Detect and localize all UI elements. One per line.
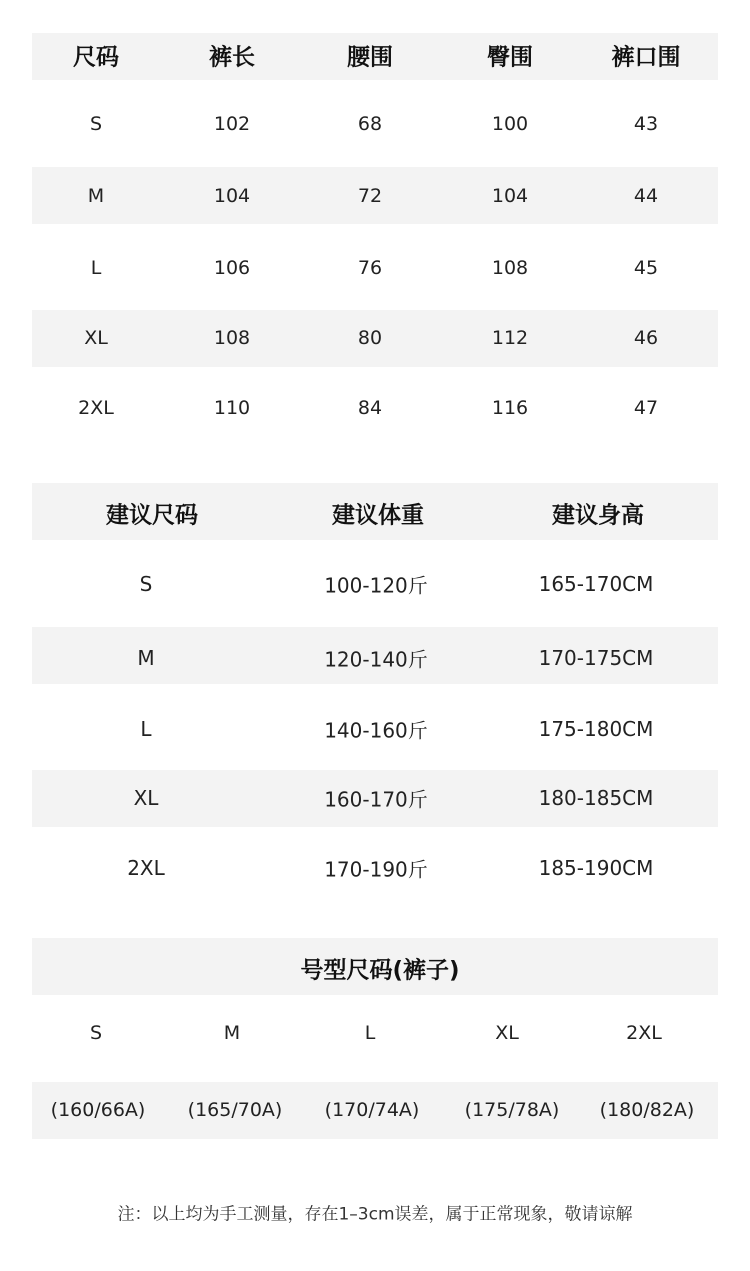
type-table-code: (165/70A) (187, 1099, 283, 1121)
type-table-code: (180/82A) (599, 1099, 695, 1121)
recommend-table-cell: 2XL (127, 856, 165, 880)
recommend-table-header: 建议尺码 (106, 502, 198, 529)
size-table-cell: 106 (213, 257, 251, 279)
recommend-table-cell: S (139, 572, 153, 596)
size-table-cell: 46 (633, 327, 659, 349)
recommend-table-cell: 170-190斤 (324, 857, 428, 882)
size-table-cell: 47 (633, 397, 659, 419)
size-table-cell: 80 (357, 327, 383, 349)
recommend-table-cell: XL (133, 786, 159, 810)
size-table-cell: 102 (213, 113, 251, 135)
type-table-code: (170/74A) (324, 1099, 420, 1121)
type-table-title: 号型尺码(裤子) (300, 957, 460, 984)
size-table-cell: 68 (357, 113, 383, 135)
recommend-table-cell: 175-180CM (538, 717, 654, 741)
size-table-cell: 72 (357, 185, 383, 207)
recommend-table-header: 建议体重 (332, 502, 424, 529)
size-table-cell: 104 (491, 185, 529, 207)
recommend-table-cell: 100-120斤 (324, 573, 428, 598)
recommend-table-cell: 140-160斤 (324, 718, 428, 743)
recommend-table-cell: 180-185CM (538, 786, 654, 810)
type-table-size: XL (495, 1022, 519, 1044)
size-table-header: 裤口围 (611, 44, 681, 71)
size-table-cell: L (90, 257, 102, 279)
type-table-size: M (223, 1022, 241, 1044)
size-table-cell: XL (84, 327, 108, 349)
size-table-cell: M (87, 185, 105, 207)
size-table-cell: S (89, 113, 103, 135)
recommend-table-cell: 185-190CM (538, 856, 654, 880)
size-table-cell: 104 (213, 185, 251, 207)
recommend-table-cell: 165-170CM (538, 572, 654, 596)
type-table-code: (160/66A) (50, 1099, 146, 1121)
size-table-header: 裤长 (209, 44, 255, 71)
recommend-table-cell: M (137, 646, 155, 670)
size-table-cell: 43 (633, 113, 659, 135)
size-table-cell: 116 (491, 397, 529, 419)
recommend-table-header: 建议身高 (552, 502, 644, 529)
size-table-cell: 108 (491, 257, 529, 279)
size-table-cell: 110 (213, 397, 251, 419)
recommend-table-cell: 160-170斤 (324, 787, 428, 812)
recommend-table-cell: L (140, 717, 152, 741)
size-table-header: 尺码 (73, 44, 119, 71)
size-table-cell: 84 (357, 397, 383, 419)
type-table-size: S (89, 1022, 103, 1044)
size-table-cell: 76 (357, 257, 383, 279)
recommend-table-cell: 120-140斤 (324, 647, 428, 672)
size-table-cell: 2XL (78, 397, 114, 419)
size-table-header: 臀围 (487, 44, 533, 71)
recommend-table-cell: 170-175CM (538, 646, 654, 670)
size-table-header: 腰围 (347, 44, 393, 71)
size-table-cell: 100 (491, 113, 529, 135)
size-table-cell: 45 (633, 257, 659, 279)
type-table-size: 2XL (626, 1022, 662, 1044)
size-table-cell: 44 (633, 185, 659, 207)
size-table-cell: 108 (213, 327, 251, 349)
type-table-code: (175/78A) (464, 1099, 560, 1121)
measurement-footnote: 注：以上均为手工测量，存在1–3cm误差，属于正常现象，敬请谅解 (117, 1204, 633, 1225)
type-table-size: L (364, 1022, 376, 1044)
size-table-cell: 112 (491, 327, 529, 349)
